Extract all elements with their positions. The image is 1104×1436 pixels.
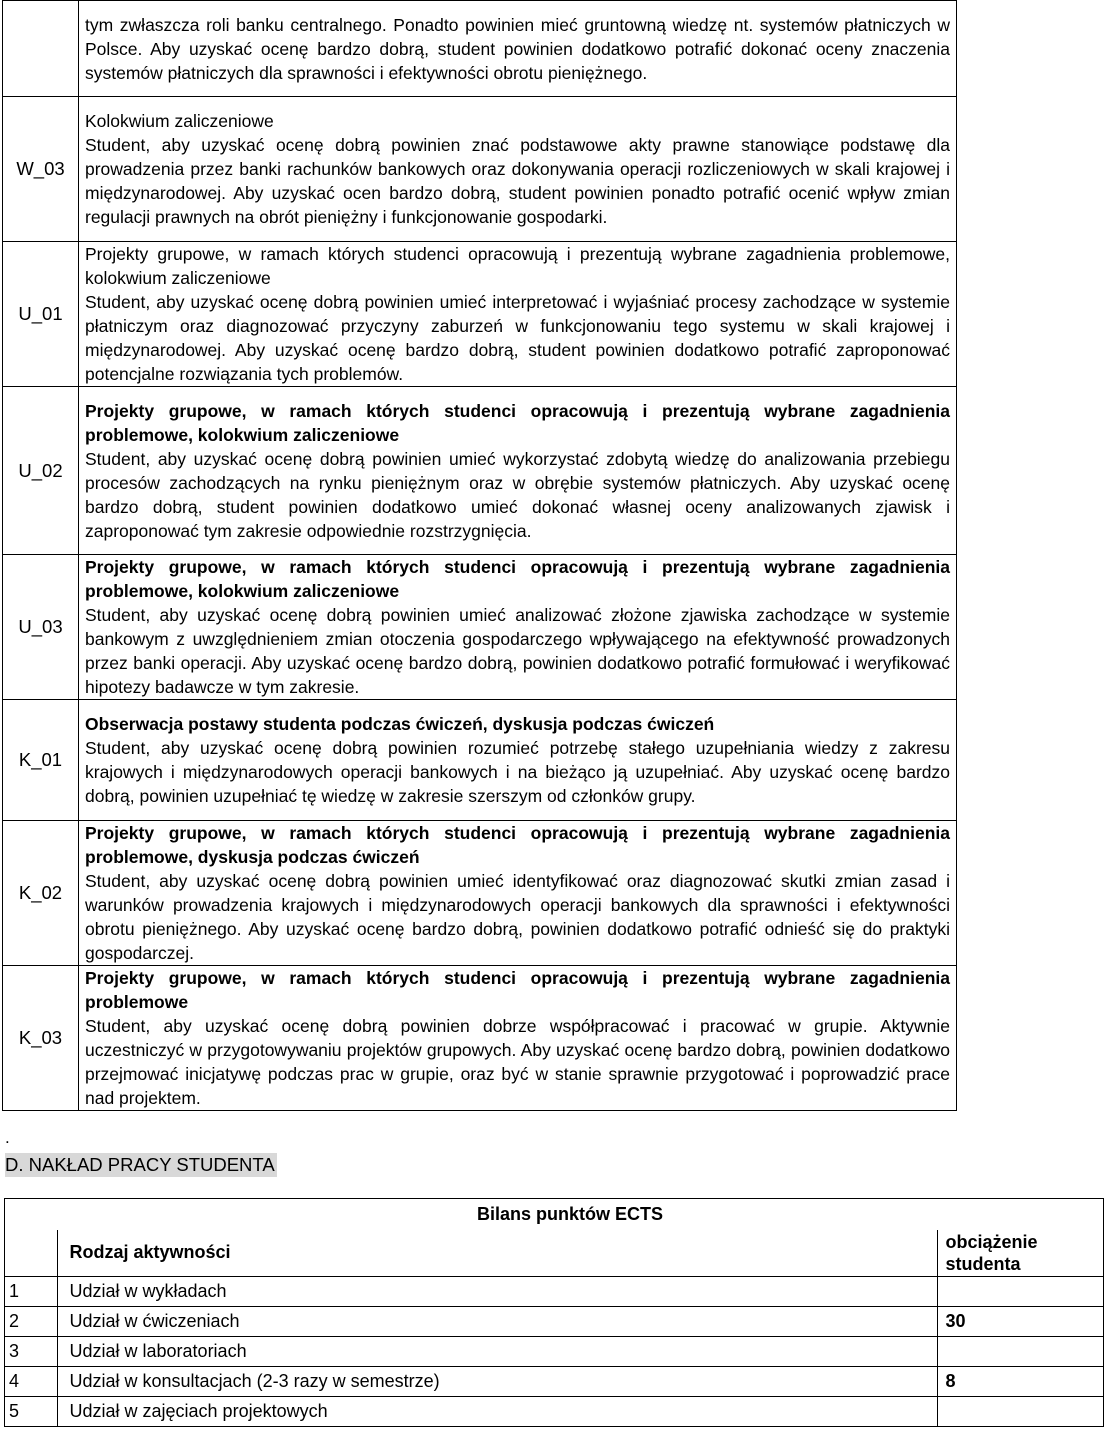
row-number: 1	[5, 1277, 58, 1307]
activity-name: Udział w konsultacjach (2-3 razy w semestrze)	[57, 1367, 937, 1397]
row-number: 5	[5, 1397, 58, 1427]
outcome-description-cell	[79, 821, 957, 966]
outcome-description-cell	[79, 1, 957, 97]
assessment-criteria: Student, aby uzyskać ocenę dobrą powinien umieć identyfikować oraz diagnozować skutki zmian zasad i warunków prowadzenia krajowych i międzynarodowych operacji bankowych dla sprawności i efektywności obrotu pieniężnego. Aby uzyskać ocenę bardzo dobrą, powinien dodatkowo potrafić odnieść się do praktyki gospodarczej.	[85, 871, 950, 963]
outcome-code: U_03	[18, 616, 63, 637]
stray-dot: .	[5, 1128, 10, 1147]
outcome-code-cell	[3, 555, 79, 700]
outcome-code: K_03	[18, 1027, 63, 1048]
assessment-criteria: Student, aby uzyskać ocenę dobrą powinien umieć wykorzystać zdobytą wiedzę do analizowania przebiegu procesów zachodzących na rynku pieniężnym oraz w obrębie systemów płatniczych. Aby uzyskać ocenę bardzo dobrą, student powinien dodatkowo umieć dokonać własnej oceny analizowanych zjawisk i zaproponować tym zakresie odpowiednie rozstrzygnięcia.	[85, 448, 950, 541]
assessment-method: Projekty grupowe, w ramach których studenci opracowują i prezentują wybrane zagadnienia problemowe, kolokwium zaliczeniowe	[85, 557, 950, 601]
load-value: 30	[937, 1307, 1104, 1337]
load-value	[937, 1277, 1104, 1307]
outcome-code: U_01	[18, 303, 63, 324]
assessment-method: Projekty grupowe, w ramach których studenci opracowują i prezentują wybrane zagadnienia problemowe, dyskusja podczas ćwiczeń	[85, 823, 950, 867]
activity-name: Udział w zajęciach projektowych	[57, 1397, 937, 1427]
assessment-criteria: Student, aby uzyskać ocenę dobrą powinien umieć interpretować i wyjaśniać procesy zachodzące w systemie płatniczym oraz diagnozować przyczyny zaburzeń w funkcjonowaniu tego systemu w skali krajowej i międzynarodowej. Aby uzyskać ocenę bardzo dobrą, student powinien dodatkowo potrafić zaproponować potencjalne rozwiązania tych problemów.	[85, 292, 950, 384]
empty-cell	[937, 1199, 1104, 1230]
table-row	[5, 1367, 1104, 1397]
table-row	[3, 821, 957, 966]
row-number: 3	[5, 1337, 58, 1367]
outcome-code-cell	[3, 966, 79, 1111]
outcome-description-cell	[79, 97, 957, 242]
outcome-code-cell	[3, 97, 79, 242]
assessment-criteria: Student, aby uzyskać ocenę dobrą powinien umieć analizować złożone zjawiska zachodzące w systemie bankowym z uwzględnieniem zmian otoczenia gospodarczego wpływającego na efektywność prowadzonych przez banki operacji. Aby uzyskać ocenę bardzo dobrą, powinien dodatkowo potrafić formułować i weryfikować hipotezy badawcze w tym zakresie.	[85, 605, 950, 697]
assessment-method: Kolokwium zaliczeniowe	[85, 111, 274, 131]
table-row	[5, 1307, 1104, 1337]
outcome-code: U_02	[18, 459, 63, 481]
assessment-criteria: Student, aby uzyskać ocenę dobrą powinien dobrze współpracować i pracować w grupie. Aktywnie uczestniczyć w przygotowywaniu projektów grupowych. Aby uzyskać ocenę bardzo dobrą, powinien dodatkowo przejmować inicjatywę podczas prac w grupie, oraz być w stanie sprawnie przygotować i poprowadzić prace nad projektem.	[85, 1016, 950, 1108]
outcome-description-cell	[79, 700, 957, 821]
outcome-code: K_01	[18, 749, 63, 770]
load-column-header: obciążenie studenta	[945, 1231, 1038, 1274]
learning-outcomes-table	[2, 0, 957, 1111]
outcome-code-cell	[3, 387, 79, 555]
activity-name: Udział w wykładach	[57, 1277, 937, 1307]
table-row	[3, 242, 957, 387]
assessment-criteria: Student, aby uzyskać ocenę dobrą powinien znać podstawowe akty prawne stanowiące podstawę dla prowadzenia przez banki rachunków bankowych oraz dokonywania operacji rozliczeniowych w skali krajowej i międzynarodowej. Aby uzyskać ocen bardzo dobrą, student powinien ponadto potrafić ocenić wpływ zmian regulacji prawnych na obrót pieniężny i funkcjonowanie gospodarki.	[85, 135, 950, 227]
ects-title: Bilans punktów ECTS	[476, 1203, 663, 1224]
assessment-method: Projekty grupowe, w ramach których studenci opracowują i prezentują wybrane zagadnienia problemowe, kolokwium zaliczeniowe	[85, 400, 950, 445]
table-row	[3, 1, 957, 97]
ects-title-cell	[57, 1199, 937, 1230]
row-number: 2	[5, 1307, 58, 1337]
load-value	[937, 1397, 1104, 1427]
assessment-method: Projekty grupowe, w ramach których studenci opracowują i prezentują wybrane zagadnienia problemowe	[85, 968, 950, 1012]
outcome-description-cell	[79, 966, 957, 1111]
assessment-criteria: tym zwłaszcza roli banku centralnego. Ponadto powinien mieć gruntowną wiedzę nt. systemów płatniczych w Polsce. Aby uzyskać ocenę bardzo dobrą, student powinien dodatkowo potrafić dokonać oceny znaczenia systemów płatniczych dla sprawności i efektywności obrotu pieniężnego.	[85, 14, 950, 83]
load-value: 8	[937, 1367, 1104, 1397]
outcome-code: K_02	[18, 882, 63, 903]
ects-title-row	[5, 1199, 1104, 1230]
table-row	[3, 555, 957, 700]
table-row	[5, 1397, 1104, 1427]
activity-column-header: Rodzaj aktywności	[69, 1242, 231, 1263]
table-row	[3, 97, 957, 242]
outcome-code-cell	[3, 1, 79, 97]
outcome-description-cell	[79, 387, 957, 555]
table-row	[5, 1277, 1104, 1307]
outcome-code-cell	[3, 242, 79, 387]
load-value	[937, 1337, 1104, 1367]
assessment-criteria: Student, aby uzyskać ocenę dobrą powinien rozumieć potrzebę stałego uzupełniania wiedzy z zakresu krajowych i międzynarodowych operacji bankowych i na bieżąco ją uzupełniać. Aby uzyskać ocenę bardzo dobrą, powinien uzupełniać tę wiedzę w zakresie szerszym od członków grupy.	[85, 738, 950, 806]
table-row	[3, 700, 957, 821]
empty-cell	[5, 1230, 58, 1277]
row-number: 4	[5, 1367, 58, 1397]
outcome-code-cell	[3, 821, 79, 966]
activity-name: Udział w ćwiczeniach	[57, 1307, 937, 1337]
ects-table	[4, 1198, 1104, 1427]
load-header-cell	[937, 1230, 1104, 1277]
outcome-code-cell	[3, 700, 79, 821]
activity-header-cell	[57, 1230, 937, 1277]
outcome-code: W_03	[16, 158, 65, 179]
ects-header-row	[5, 1230, 1104, 1277]
section-heading: D. NAKŁAD PRACY STUDENTA	[5, 1154, 275, 1175]
table-row	[3, 387, 957, 555]
table-row	[3, 966, 957, 1111]
assessment-method: Obserwacja postawy studenta podczas ćwiczeń, dyskusja podczas ćwiczeń	[85, 714, 715, 734]
assessment-method: Projekty grupowe, w ramach których studenci opracowują i prezentują wybrane zagadnienia problemowe, kolokwium zaliczeniowe	[85, 244, 950, 288]
activity-name: Udział w laboratoriach	[57, 1337, 937, 1367]
table-row	[5, 1337, 1104, 1367]
outcome-description-cell	[79, 242, 957, 387]
outcome-description-cell	[79, 555, 957, 700]
empty-cell	[5, 1199, 58, 1230]
